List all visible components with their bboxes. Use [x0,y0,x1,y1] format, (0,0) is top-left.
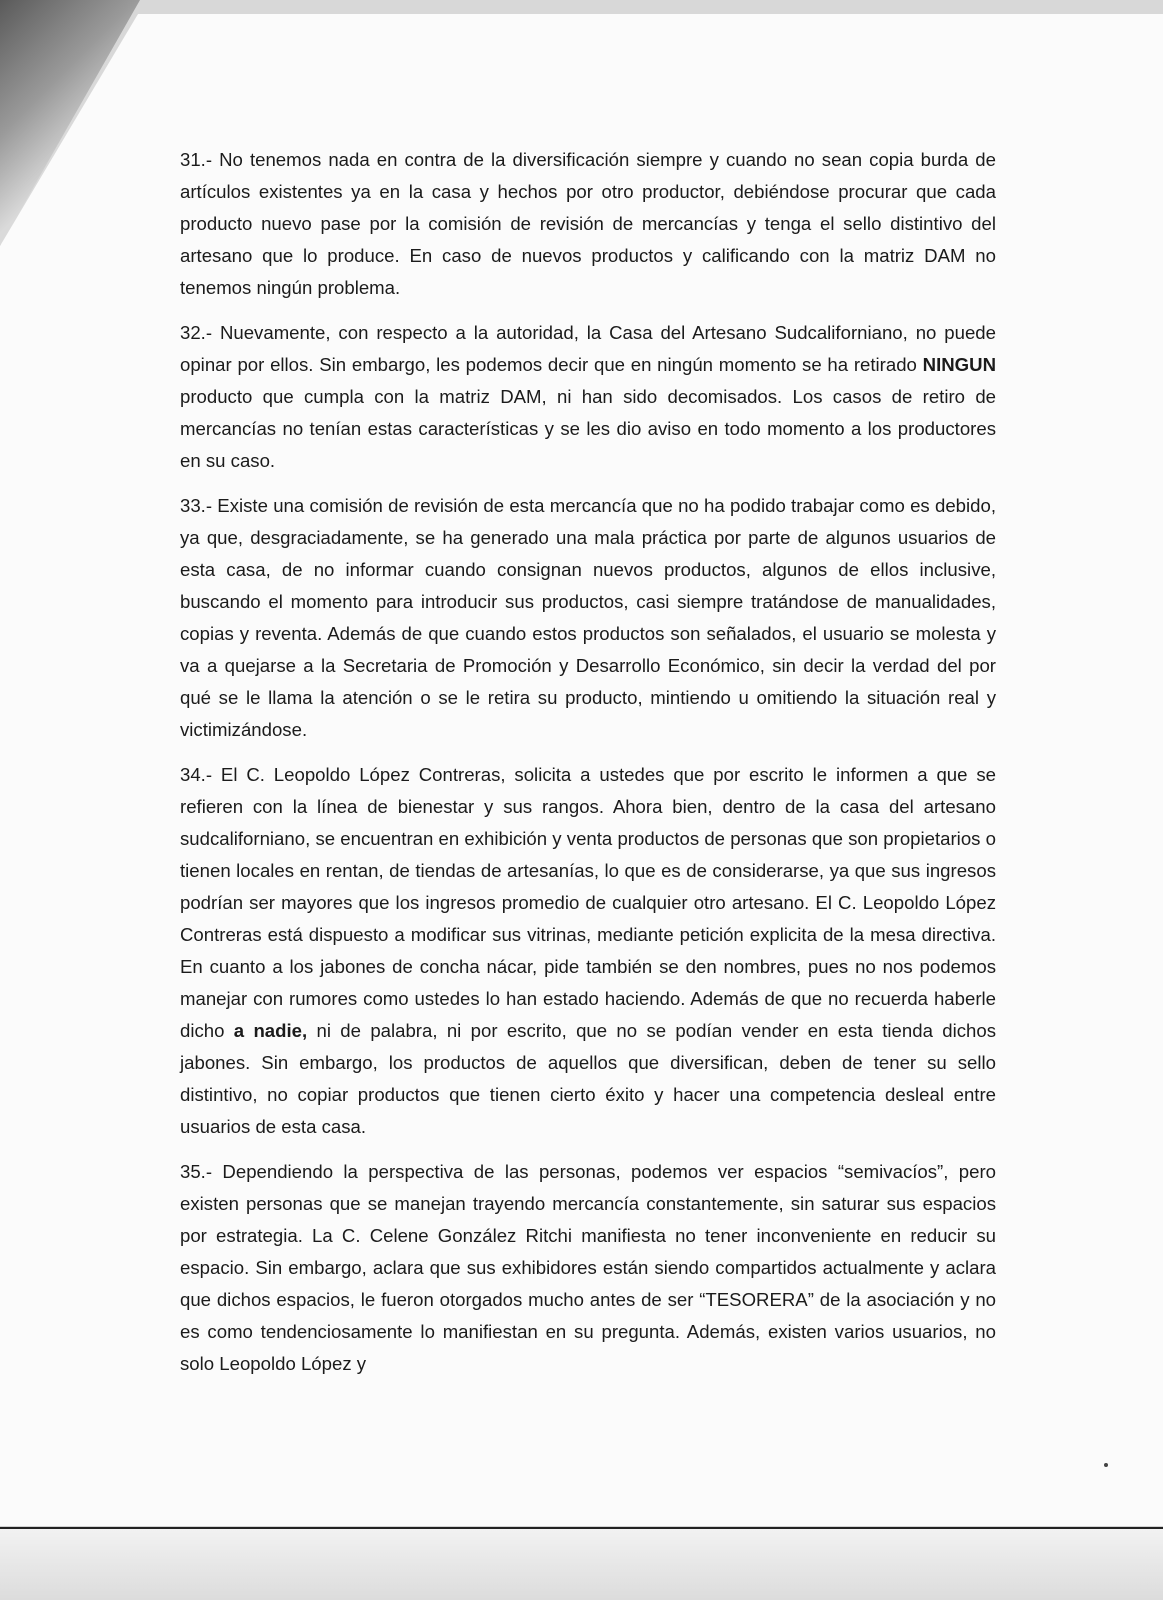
paragraph-34-text-start: 34.- El C. Leopoldo López Contreras, solicita a ustedes que por escrito le informen a que se refieren con la línea de bienestar y sus rangos. Ahora bien, dentro de la casa del artesano sudcaliforniano, se encuentran en exhibición y venta productos de personas que son propietarios o tienen locales en rentan, de tiendas de artesanías, lo que es de considerarse, ya que sus ingresos podrían ser mayores que los ingresos promedio de cualquier otro artesano. El C. Leopoldo López Contreras está dispuesto a modificar sus vitrinas, mediante petición explicita de la mesa directiva. En cuanto a los jabones de concha nácar, pide también se den nombres, pues no nos podemos manejar con rumores como ustedes lo han estado haciendo. Además de que no recuerda haberle dicho [180,764,996,1041]
paragraph-32-text-end: producto que cumpla con la matriz DAM, ni han sido decomisados. Los casos de retiro de mercancías no tenían estas características y se les dio aviso en todo momento a los productores en su caso. [180,386,996,471]
paragraph-33 [180,490,996,746]
paragraph-33-text: 33.- Existe una comisión de revisión de esta mercancía que no ha podido trabajar como es debido, ya que, desgraciadamente, se ha generado una mala práctica por parte de algunos usuarios de esta casa, de no informar cuando consignan nuevos productos, algunos de ellos inclusive, buscando el momento para introducir sus productos, casi siempre tratándose de manualidades, copias y reventa. Además de que cuando estos productos son señalados, el usuario se molesta y va a quejarse a la Secretaria de Promoción y Desarrollo Económico, sin decir la verdad del por qué se le llama la atención o se le retira su producto, mintiendo u omitiendo la situación real y victimizándose. [180,495,996,740]
ink-speck [1104,1463,1108,1467]
paragraph-31-text: 31.- No tenemos nada en contra de la diversificación siempre y cuando no sean copia burda de artículos existentes ya en la casa y hechos por otro productor, debiéndose procurar que cada producto nuevo pase por la comisión de revisión de mercancías y tenga el sello distintivo del artesano que lo produce. En caso de nuevos productos y calificando con la matriz DAM no tenemos ningún problema. [180,149,996,298]
paragraph-34 [180,759,996,1143]
paragraph-34-emphasis: a nadie, [233,1020,308,1041]
paragraph-34-text-end: ni de palabra, ni por escrito, que no se podían vender en esta tienda dichos jabones. Sin embargo, los productos de aquellos que diversifican, deben de tener su sello distintivo, no copiar productos que tienen cierto éxito y hacer una competencia desleal entre usuarios de esta casa. [180,1020,996,1137]
paragraph-31 [180,144,996,304]
scanner-bottom-strip [0,1529,1163,1600]
paragraph-35 [180,1156,996,1380]
paragraph-32-text-start: 32.- Nuevamente, con respecto a la autoridad, la Casa del Artesano Sudcaliforniano, no puede opinar por ellos. Sin embargo, les podemos decir que en ningún momento se ha retirado [180,322,996,375]
paragraph-35-text: 35.- Dependiendo la perspectiva de las personas, podemos ver espacios “semivacíos”, pero existen personas que se manejan trayendo mercancía constantemente, sin saturar sus espacios por estrategia. La C. Celene González Ritchi manifiesta no tener inconveniente en reducir su espacio. Sin embargo, aclara que sus exhibidores están siendo compartidos actualmente y aclara que dichos espacios, le fueron otorgados mucho antes de ser “TESORERA” de la asociación y no es como tendenciosamente lo manifiestan en su pregunta. Además, existen varios usuarios, no solo Leopoldo López y [180,1161,996,1374]
document-body [180,144,996,1393]
paragraph-32-emphasis: NINGUN [922,354,996,375]
paragraph-32 [180,317,996,477]
